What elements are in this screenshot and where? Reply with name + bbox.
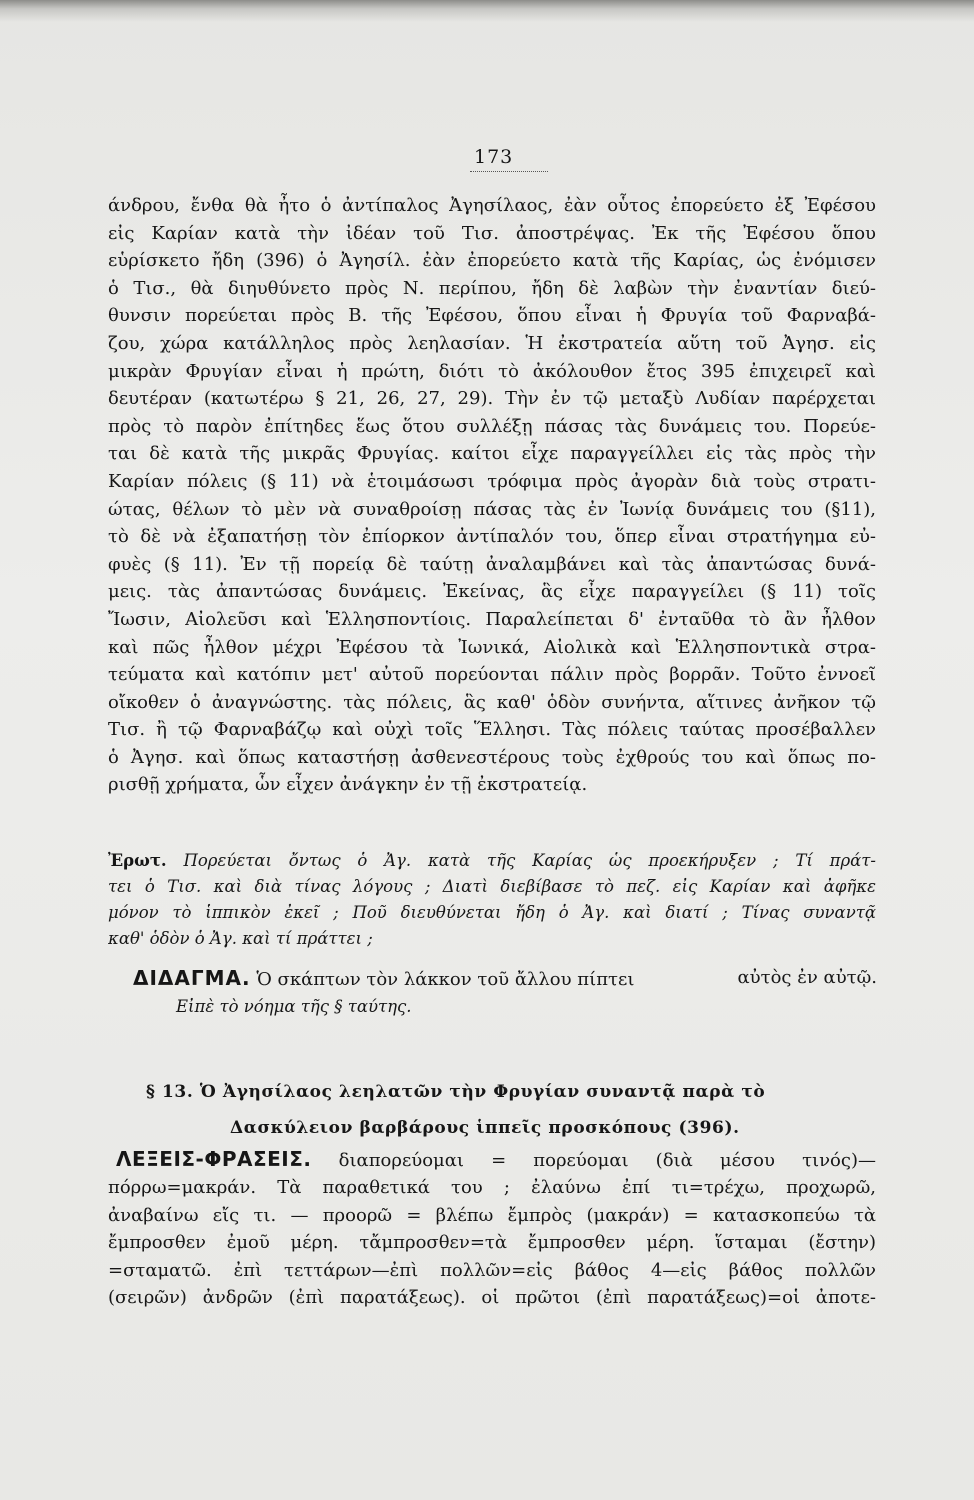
lesson-maxim <box>133 964 877 994</box>
page-number: 173 <box>474 146 514 168</box>
question-line: καθ' ὁδὸν ὁ Ἀγ. καὶ τί πράττει ; <box>108 929 373 948</box>
text-line: ζου, χώρα κατάλληλος πρὸς λεηλασίαν. Ἡ ἐκστρατεία αὕτη τοῦ Ἀγησ. εἰς <box>108 332 876 354</box>
question-line <box>108 848 876 874</box>
maxim-task: Εἰπὲ τὸ νόημα τῆς § ταύτης. <box>176 997 412 1016</box>
maxim-text: Ὁ σκάπτων τὸν λάκκον τοῦ ἄλλου πίπτει <box>256 969 635 990</box>
question-text: Πορεύεται ὄντως ὁ Ἀγ. κατὰ τῆς Καρίας ὡς προεκήρυξεν ; Τί πράτ- <box>183 851 876 870</box>
maxim-main <box>133 964 634 994</box>
text-line: φυὲς (§ 11). Ἐν τῇ πορείᾳ δὲ ταύτῃ ἀναλαμβάνει καὶ τὰς ἀπαντώσας δυνά- <box>108 553 876 575</box>
maxim-row <box>133 964 877 994</box>
text-line: ὁ Τισ., θὰ διηυθύνετο πρὸς Ν. περίπου, ἤδη δὲ λαβὼν τὴν ἐναντίαν διεύ- <box>108 277 876 299</box>
maxim-label: ΔΙΔΑΓΜΑ. <box>133 966 251 990</box>
text-line: Ἴωσιν, Αἰολεῦσι καὶ Ἑλλησποντίοις. Παραλείπεται δ' ἐνταῦθα τὸ ἂν ἦλθον <box>108 608 876 630</box>
text-line: δευτέραν (κατωτέρω § 21, 26, 27, 29). Τὴν ἐν τῷ μεταξὺ Λυδίαν παρέρχεται <box>108 388 876 410</box>
section-heading-line-1: § 13. Ὁ Ἀγησίλαος λεηλατῶν τὴν Φρυγίαν συναντᾷ παρὰ τὸ <box>146 1082 766 1102</box>
text-line: Καρίαν πόλεις (§ 11) νὰ ἑτοιμάσωσι τρόφιμα πρὸς ἀγορὰν διὰ τοὺς στρατι- <box>108 470 876 492</box>
vocab-label: ΛΕΞΕΙΣ-ΦΡΑΣΕΙΣ. <box>116 1147 312 1171</box>
text-line: εὑρίσκετο ἤδη (396) ὁ Ἀγησίλ. ἐὰν ἐπορεύετο κατὰ τῆς Καρίας, ὡς ἐνόμισεν <box>108 250 876 272</box>
questions-label: Ἐρωτ. <box>108 851 167 870</box>
text-line: μικρὰν Φρυγίαν εἶναι ἡ πρώτη, διότι τὸ ἀκόλουθον ἔτος 395 ἐπιχειρεῖ καὶ <box>108 360 876 382</box>
question-line: τει ὁ Τισ. καὶ διὰ τίνας λόγους ; Διατὶ διεβίβασε τὸ πεζ. εἰς Καρίαν καὶ ἀφῆκε <box>108 877 876 896</box>
vocab-line <box>108 1146 876 1174</box>
section-heading <box>146 1074 846 1146</box>
vocab-line: ἔμπροσθεν ἐμοῦ μέρη. τἄμπροσθεν=τὰ ἔμπροσθεν μέρη. ἵσταμαι (ἔστην) <box>108 1232 876 1254</box>
text-line: ρισθῇ χρήματα, ὧν εἶχεν ἀνάγκην ἐν τῇ ἐκστρατείᾳ. <box>108 774 588 796</box>
vocab-line: ἀναβαίνω εἴς τι. — προορῶ = βλέπω ἔμπρὸς (μακράν) = κατασκοπεύω τὰ <box>108 1204 876 1226</box>
vocabulary-block <box>108 1146 876 1311</box>
maxim-text-end: αὐτὸς ἐν αὐτῷ. <box>737 967 877 988</box>
scan-edge-shadow <box>0 0 974 22</box>
text-line: θυνσιν πορεύεται πρὸς Β. τῆς Ἐφέσου, ὅπου εἶναι ἡ Φρυγία τοῦ Φαρναβά- <box>108 305 876 327</box>
vocab-line: πόρρω=μακράν. Τὰ παραθετικά του ; ἐλαύνω ἐπί τι=τρέχω, προχωρῶ, <box>108 1177 876 1199</box>
text-line: ὁ Ἀγησ. καὶ ὅπως καταστήσῃ ἀσθενεστέρους τοὺς ἐχθρούς του καὶ ὅπως πο- <box>108 746 876 768</box>
questions-block <box>108 848 876 952</box>
vocab-line: (σειρῶν) ἀνδρῶν (ἐπὶ παρατάξεως). οἱ πρῶτοι (ἐπὶ παρατάξεως)=οἱ ἀποτε- <box>108 1287 876 1309</box>
text-line: οἴκοθεν ὁ ἀναγνώστης. τὰς πόλεις, ἃς καθ' ὁδὸν συνήντα, αἵτινες ἀνῆκον τῷ <box>108 691 876 713</box>
text-line: τὸ δὲ νὰ ἐξαπατήσῃ τὸν ἐπίορκον ἀντίπαλόν του, ὅπερ εἶναι στρατήγημα εὐ- <box>108 526 876 548</box>
text-line: άνδρου, ἔνθα θὰ ἦτο ὁ ἀντίπαλος Ἀγησίλαος, ἐὰν οὗτος ἐπορεύετο ἐξ Ἐφέσου <box>108 195 876 216</box>
text-line: καὶ πῶς ἦλθον μέχρι Ἐφέσου τὰ Ἰωνικά, Αἰολικὰ καὶ Ἑλλησποντικὰ στρα- <box>108 636 876 658</box>
text-line: πρὸς τὸ παρὸν ἐπίτηδες ἕως ὅτου συλλέξῃ πάσας τὰς δυνάμεις του. Πορεύε- <box>108 415 876 437</box>
vocab-line: =σταματῶ. ἐπὶ τεττάρων—ἐπὶ πολλῶν=εἰς βάθος 4—εἰς βάθος πολλῶν <box>108 1259 876 1281</box>
text-line: τεύματα καὶ κατόπιν μετ' αὐτοῦ πορεύονται πάλιν πρὸς βορρᾶν. Τοῦτο ἐννοεῖ <box>108 664 876 686</box>
text-line: μεις. τὰς ἀπαντώσας δυνάμεις. Ἐκείνας, ἃς εἶχε παραγγείλει (§ 11) τοῖς <box>108 581 876 603</box>
section-heading-line-2: Δασκύλειον βαρβάρους ἱππεῖς προσκόπους (396). <box>230 1118 740 1138</box>
question-line: μόνον τὸ ἱππικὸν ἐκεῖ ; Ποῦ διευθύνεται ἤδη ὁ Ἀγ. καὶ διατί ; Τίνας συναντᾷ <box>108 903 876 922</box>
text-line: ται δὲ κατὰ τῆς μικρᾶς Φρυγίας. καίτοι εἶχε παραγγείλλει εἰς τὰς πρὸς τὴν <box>108 443 876 465</box>
text-line: Τισ. ἢ τῷ Φαρναβάζῳ καὶ οὐχὶ τοῖς Ἕλλησι. Τὰς πόλεις ταύτας προσέβαλλεν <box>108 719 876 741</box>
commentary-paragraph <box>108 192 876 799</box>
text-line: εἰς Καρίαν κατὰ τὴν ἰδέαν τοῦ Τισ. ἀποστρέψας. Ἐκ τῆς Ἐφέσου ὅπου <box>108 222 876 244</box>
text-line: ώτας, θέλων τὸ μὲν νὰ συναθροίσῃ πάσας τὰς ἐν Ἰωνίᾳ δυνάμεις του (§11), <box>108 498 876 520</box>
vocab-text: διαπορεύομαι = πορεύομαι (διὰ μέσου τινός)— <box>338 1150 876 1171</box>
page-number-rule <box>470 171 548 172</box>
